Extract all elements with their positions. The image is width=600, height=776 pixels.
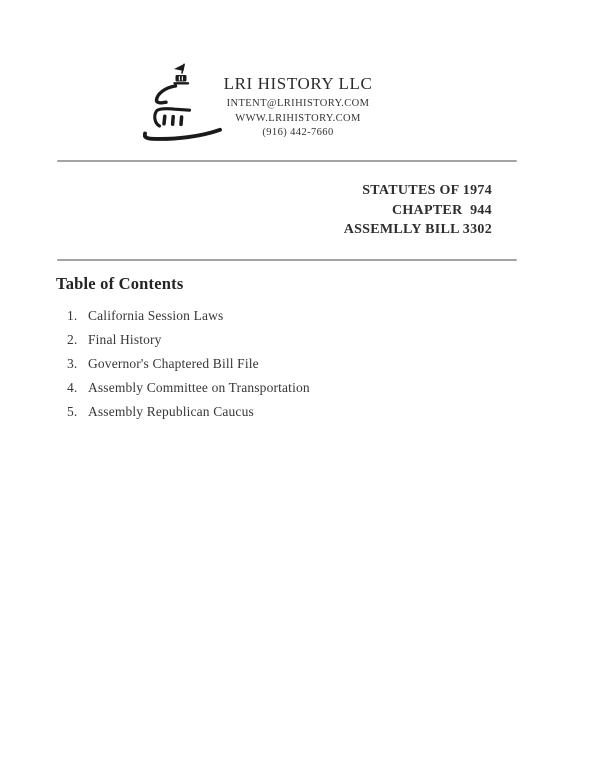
- horizontal-rule-bottom: [57, 259, 517, 261]
- toc-item-label: California Session Laws: [88, 308, 224, 323]
- toc-item: [67, 352, 487, 376]
- toc-list: [67, 304, 487, 424]
- horizontal-rule-top: [57, 160, 517, 162]
- toc-item-number: 4.: [67, 380, 78, 395]
- toc-item: [67, 304, 487, 328]
- toc-item-number: 1.: [67, 308, 78, 323]
- letterhead: [178, 74, 418, 141]
- toc-item-label: Assembly Committee on Transportation: [88, 380, 310, 395]
- toc-item: [67, 400, 487, 424]
- statutes-year-line: STATUTES OF 1974: [362, 183, 492, 198]
- company-name: LRI HISTORY LLC: [223, 74, 373, 93]
- toc-item-label: Assembly Republican Caucus: [88, 404, 254, 419]
- toc-item-number: 3.: [67, 356, 78, 371]
- toc-item: [67, 328, 487, 352]
- chapter-line: CHAPTER 944: [391, 202, 492, 218]
- assembly-bill-line: ASSEMLLY BILL 3302: [343, 222, 492, 237]
- case-header: [344, 181, 492, 240]
- company-website: WWW.LRIHISTORY.COM: [235, 112, 361, 124]
- toc-item: [67, 376, 487, 400]
- toc-item-number: 2.: [67, 332, 78, 347]
- toc-heading: Table of Contents: [56, 274, 184, 293]
- toc-item-number: 5.: [67, 404, 78, 419]
- company-phone: (916) 442-7660: [262, 127, 334, 139]
- toc-item-label: Final History: [88, 332, 162, 347]
- toc-item-label: Governor's Chaptered Bill File: [88, 356, 259, 371]
- company-email: INTENT@LRIHISTORY.COM: [226, 98, 370, 109]
